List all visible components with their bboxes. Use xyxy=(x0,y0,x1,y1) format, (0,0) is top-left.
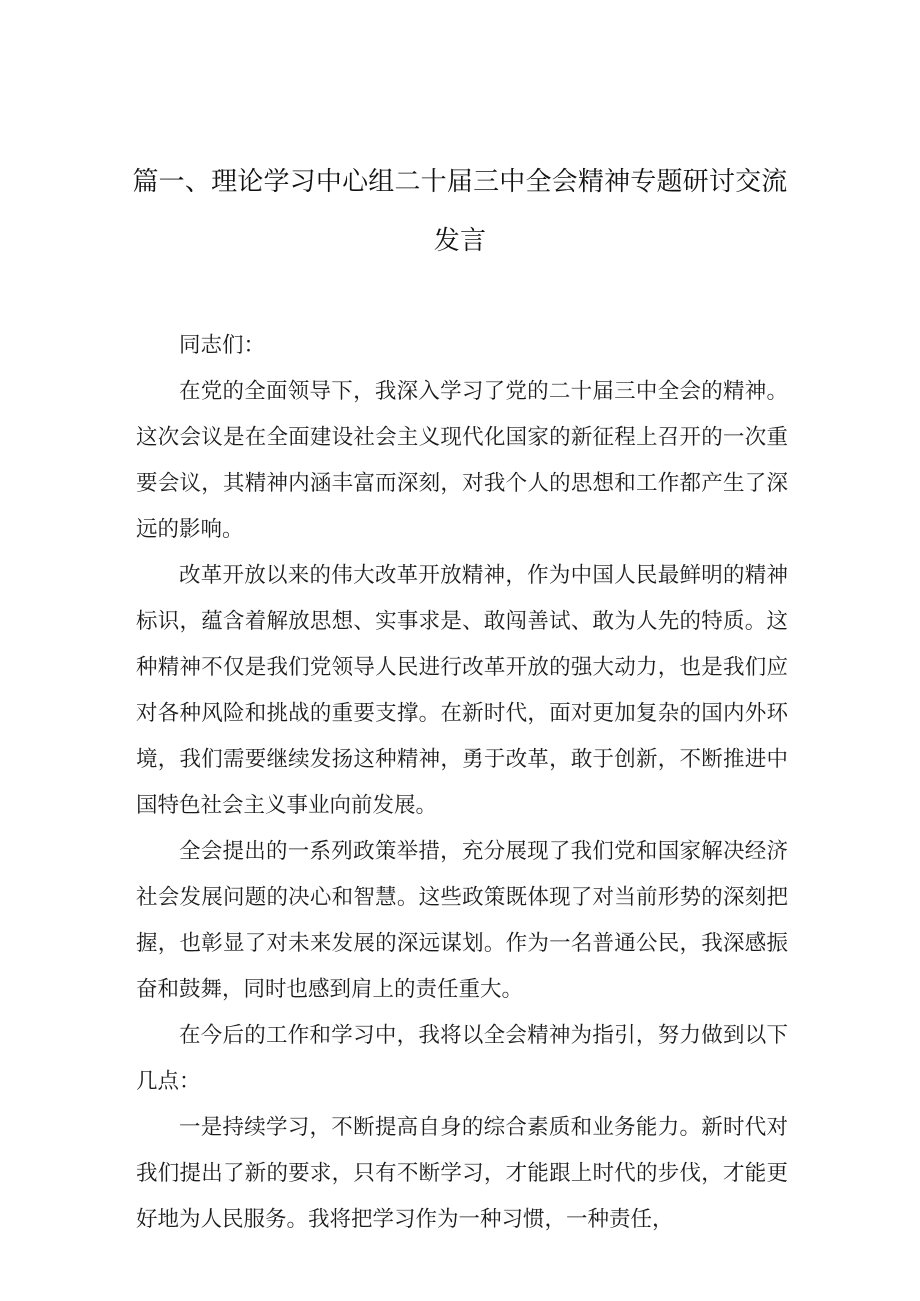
paragraph-3: 全会提出的一系列政策举措，充分展现了我们党和国家解决经济社会发展问题的决心和智慧。这些政策既体现了对当前形势的深刻把握，也彰显了对未来发展的深远谋划。作为一名普通公民，我深感振奋和鼓舞，同时也感到肩上的责任重大。 xyxy=(136,839,788,1002)
document-body xyxy=(136,323,788,1243)
paragraph-2: 改革开放以来的伟大改革开放精神，作为中国人民最鲜明的精神标识，蕴含着解放思想、实事求是、敢闯善试、敢为人先的特质。这种精神不仅是我们党领导人民进行改革开放的强大动力，也是我们应对各种风险和挑战的重要支撑。在新时代，面对更加复杂的国内外环境，我们需要继续发扬这种精神，勇于改革，敢于创新，不断推进中国特色社会主义事业向前发展。 xyxy=(136,563,788,818)
salutation: 同志们： xyxy=(179,333,266,358)
paragraph-5: 一是持续学习，不断提高自身的综合素质和业务能力。新时代对我们提出了新的要求，只有不断学习，才能跟上时代的步伐，才能更好地为人民服务。我将把学习作为一种习惯，一种责任， xyxy=(136,1115,788,1232)
paragraph-1: 在党的全面领导下，我深入学习了党的二十届三中全会的精神。这次会议是在全面建设社会主义现代化国家的新征程上召开的一次重要会议，其精神内涵丰富而深刻，对我个人的思想和工作都产生了深远的影响。 xyxy=(136,379,788,542)
document-title-line-1: 篇一、理论学习中心组二十届三中全会精神专题研讨交流 xyxy=(132,167,788,197)
paragraph-4: 在今后的工作和学习中，我将以全会精神为指引，努力做到以下几点： xyxy=(136,1023,788,1094)
document-title-line-2: 发言 xyxy=(433,226,487,256)
